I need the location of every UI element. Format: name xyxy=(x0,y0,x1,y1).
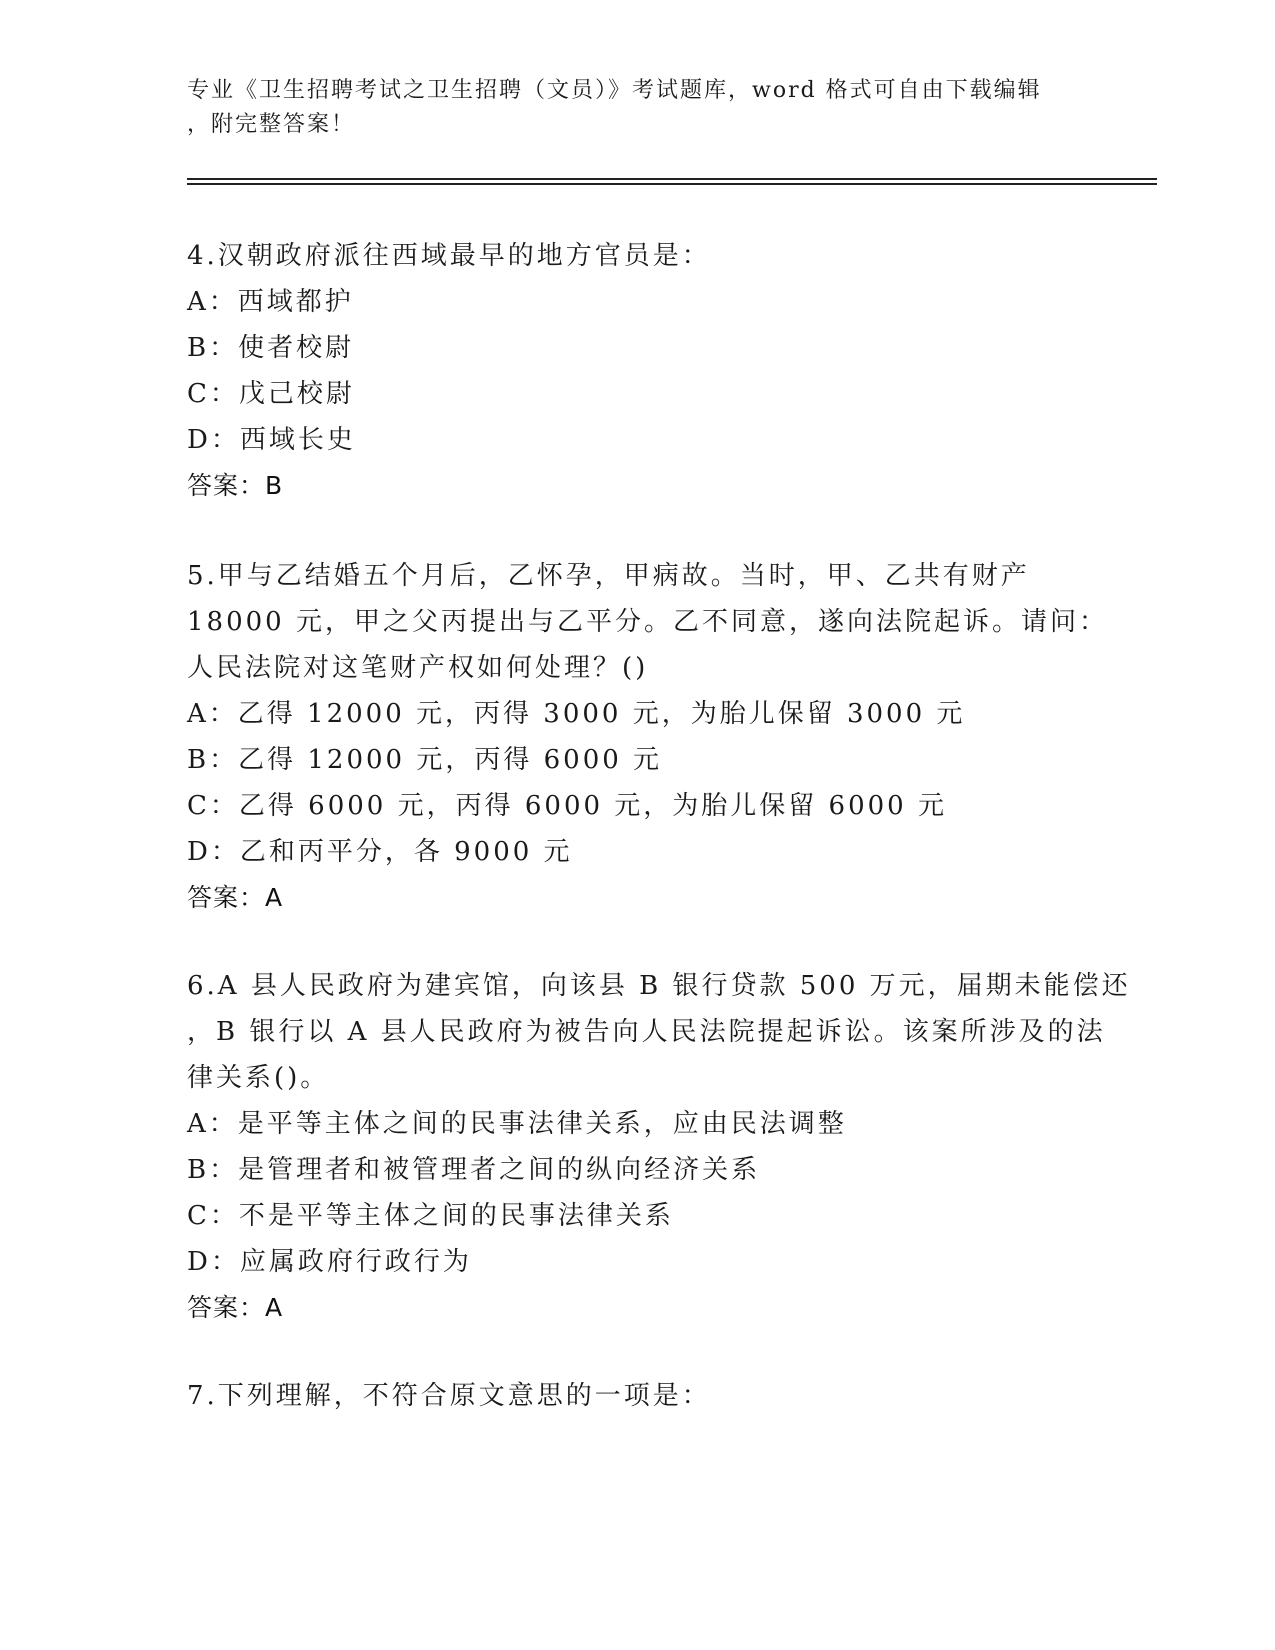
answer-line xyxy=(187,1285,1087,1331)
question-stem-line-2: 18000 元，甲之父丙提出与乙平分。乙不同意，遂向法院起诉。请问： xyxy=(187,607,1108,637)
question-stem-line-1: 5.甲与乙结婚五个月后，乙怀孕，甲病故。当时，甲、乙共有财产 xyxy=(187,561,1030,591)
option-a: A：乙得 12000 元，丙得 3000 元，为胎儿保留 3000 元 xyxy=(187,699,966,729)
header-divider-bottom xyxy=(187,183,1157,185)
option-d: D：乙和丙平分，各 9000 元 xyxy=(187,837,573,867)
answer-value: A xyxy=(265,883,284,912)
option-b: B：乙得 12000 元，丙得 6000 元 xyxy=(187,745,663,775)
answer-label: 答案： xyxy=(187,1293,266,1322)
header-line-1: 专业《卫生招聘考试之卫生招聘（文员）》考试题库，word 格式可自由下载编辑 xyxy=(187,78,1042,103)
answer-label: 答案： xyxy=(187,471,266,500)
option-a: A：西域都护 xyxy=(187,287,354,317)
header-divider-top xyxy=(187,178,1157,180)
question-stem-line-3: 律关系()。 xyxy=(187,1063,330,1093)
option-d: D：应属政府行政行为 xyxy=(187,1247,472,1277)
option-b: B：使者校尉 xyxy=(187,333,355,363)
option-c: C：不是平等主体之间的民事法律关系 xyxy=(187,1201,674,1231)
question-6 xyxy=(187,963,1131,1331)
answer-line xyxy=(187,463,1087,509)
header-line-2: ，附完整答案！ xyxy=(187,112,356,137)
option-c: C：乙得 6000 元，丙得 6000 元，为胎儿保留 6000 元 xyxy=(187,791,947,821)
option-c: C：戊己校尉 xyxy=(187,379,355,409)
question-5 xyxy=(187,553,1108,921)
option-d: D：西域长史 xyxy=(187,425,356,455)
question-stem-line-2: ，B 银行以 A 县人民政府为被告向人民法院提起诉讼。该案所涉及的法 xyxy=(187,1017,1106,1047)
answer-line xyxy=(187,875,1087,921)
document-header xyxy=(187,74,1067,142)
question-stem: 7.下列理解，不符合原文意思的一项是： xyxy=(187,1381,711,1411)
question-stem-line-3: 人民法院对这笔财产权如何处理？() xyxy=(187,653,649,683)
question-4 xyxy=(187,233,1087,509)
option-a: A：是平等主体之间的民事法律关系，应由民法调整 xyxy=(187,1109,847,1139)
answer-value: B xyxy=(265,471,284,500)
question-7 xyxy=(187,1373,1087,1419)
answer-value: A xyxy=(265,1293,284,1322)
option-b: B：是管理者和被管理者之间的纵向经济关系 xyxy=(187,1155,761,1185)
question-stem: 4.汉朝政府派往西域最早的地方官员是： xyxy=(187,241,711,271)
question-stem-line-1: 6.A 县人民政府为建宾馆，向该县 B 银行贷款 500 万元，届期未能偿还 xyxy=(187,971,1131,1001)
answer-label: 答案： xyxy=(187,883,266,912)
